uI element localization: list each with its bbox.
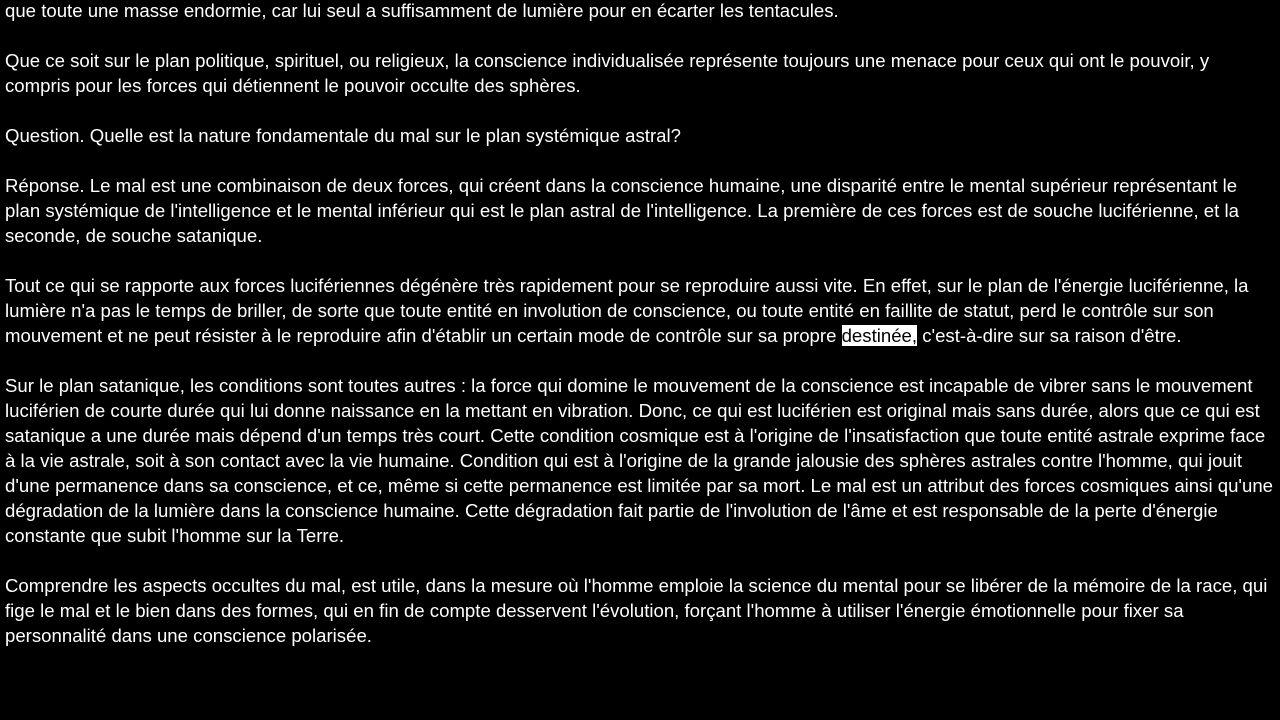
paragraph — [5, 273, 1277, 348]
paragraph-text-before-selection: Tout ce qui se rapporte aux forces lucifériennes dégénère très rapidement pour se reproduire aussi vite. En effet, sur le plan de l'énergie luciférienne, la lumière n'a pas le temps de briller, de sorte que toute entité en involution de conscience, ou toute entité en faillite de statut, perd le contrôle sur son mouvement et ne peut résister à le reproduire afin d'établir un certain mode de contrôle sur sa propre — [5, 275, 1249, 346]
paragraph: Que ce soit sur le plan politique, spirituel, ou religieux, la conscience individualisée représente toujours une menace pour ceux qui ont le pouvoir, y compris pour les forces qui détiennent le pouvoir occulte des sphères. — [5, 50, 1210, 96]
document-body — [5, 0, 1277, 673]
paragraph-answer: Réponse. Le mal est une combinaison de deux forces, qui créent dans la conscience humaine, une disparité entre le mental supérieur représentant le plan systémique de l'intelligence et le mental inférieur qui est le plan astral de l'intelligence. La première de ces forces est de souche luciférienne, et la seconde, de souche satanique. — [5, 175, 1239, 246]
selected-word[interactable]: destinée, — [841, 325, 918, 346]
paragraph-text-after-selection: c'est-à-dire sur sa raison d'être. — [917, 325, 1182, 346]
paragraph: Sur le plan satanique, les conditions sont toutes autres : la force qui domine le mouvement de la conscience est incapable de vibrer sans le mouvement luciférien de courte durée qui lui donne naissance en la mettant en vibration. Donc, ce qui est luciférien est original mais sans durée, alors que ce qui est satanique a une durée mais dépend d'un temps très court. Cette condition cosmique est à l'origine de l'insatisfaction que toute entité astrale exprime face à la vie astrale, soit à son contact avec la vie humaine. Condition qui est à l'origine de la grande jalousie des sphères astrales contre l'homme, qui jouit d'une permanence dans sa conscience, et ce, même si cette permanence est limitée par sa mort. Le mal est un attribut des forces cosmiques ainsi qu'une dégradation de la lumière dans la conscience humaine. Cette dégradation fait partie de l'involution de l'âme et est responsable de la perte d'énergie constante que subit l'homme sur la Terre. — [5, 375, 1273, 546]
paragraph: que toute une masse endormie, car lui seul a suffisamment de lumière pour en écarter les tentacules. — [5, 0, 839, 21]
paragraph: Comprendre les aspects occultes du mal, est utile, dans la mesure où l'homme emploie la science du mental pour se libérer de la mémoire de la race, qui fige le mal et le bien dans des formes, qui en fin de compte desservent l'évolution, forçant l'homme à utiliser l'énergie émotionnelle pour fixer sa personnalité dans une conscience polarisée. — [5, 575, 1268, 646]
paragraph-question: Question. Quelle est la nature fondamentale du mal sur le plan systémique astral? — [5, 125, 681, 146]
